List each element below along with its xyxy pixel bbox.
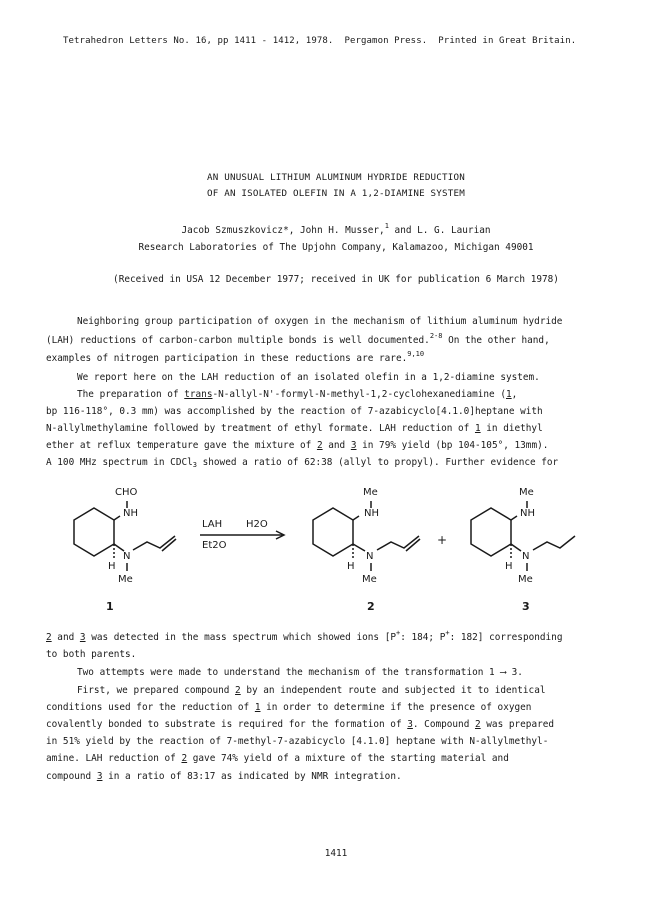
citation-ref: 9,10 <box>407 350 425 358</box>
text-span: On the other hand, <box>442 335 550 346</box>
compound-2-n-bond <box>353 544 365 551</box>
text-span: N-allylmethylamine followed by treatment of ethyl formate. LAH reduction of <box>46 423 475 434</box>
compound-1-n-bond <box>114 544 124 551</box>
text-span: conditions used for the reduction of <box>46 702 255 713</box>
text-span: in a ratio of 83:17 as indicated by NMR integration. <box>102 771 402 782</box>
journal-citation: Tetrahedron Letters No. 16, pp 1411 - 1412, 1978. <box>63 36 334 46</box>
compound-ref: 3 <box>407 719 413 730</box>
text-span: A 100 MHz spectrum in CDCl <box>46 457 193 468</box>
title-line-2: OF AN ISOLATED OLEFIN IN A 1,2-DIAMINE SYSTEM <box>207 188 465 199</box>
compound-ref: 2 <box>474 719 481 730</box>
compound-ref: 3 <box>79 632 86 643</box>
me-label: Me <box>519 487 534 498</box>
me-label: Me <box>518 574 533 585</box>
superscript: + <box>445 629 450 637</box>
italic-term: trans <box>184 389 213 400</box>
compound-label-2: 2 <box>367 600 375 613</box>
body-line <box>46 350 425 365</box>
text-span: -N-allyl-N'-formyl-N-methyl-1,2-cyclohexanediamine ( <box>212 389 506 400</box>
plus-sign: + <box>437 533 448 547</box>
compound-2-ring <box>313 508 353 556</box>
body-line <box>77 389 517 401</box>
h-label: H <box>505 561 513 572</box>
compound-2-allyl <box>377 536 419 550</box>
me-label: Me <box>118 574 133 585</box>
compound-ref: 1 <box>474 423 481 434</box>
compound-label-3: 3 <box>522 600 530 613</box>
compound-ref: 3 <box>350 440 357 451</box>
n-label: N <box>366 551 374 562</box>
compound-ref: 2 <box>235 685 241 696</box>
text-span: compound <box>46 771 97 782</box>
compound-1-allyl <box>133 536 175 550</box>
body-line <box>46 440 548 452</box>
text-span: , <box>511 389 518 400</box>
body-line: Two attempts were made to understand the mechanism of the transformation 1 ⟶ 3. <box>77 667 523 678</box>
nh-label: NH <box>364 508 379 519</box>
text-span: in 79% yield (bp 104-105°, 13mm). <box>356 440 549 451</box>
reagent-water: H2O <box>246 519 268 530</box>
nh-label: NH <box>520 508 535 519</box>
body-line <box>46 332 550 347</box>
page-number: 1411 <box>324 848 348 859</box>
text-span: . Compound <box>412 719 475 730</box>
solvent-ether: Et2O <box>202 540 227 551</box>
text-span: showed a ratio of 62:38 (allyl to propyl). Further evidence for <box>196 457 559 468</box>
printed-in: Printed in Great Britain. <box>438 36 577 46</box>
compound-ref: 2 <box>181 753 188 764</box>
text-span: : 182] corresponding <box>449 632 563 643</box>
text-span: The preparation of <box>77 389 185 400</box>
compound-ref: 2 <box>316 440 323 451</box>
author-names: Jacob Szmuszkovicz*, John H. Musser, <box>181 225 385 236</box>
text-span: ether at reflux temperature gave the mixture of <box>46 440 317 451</box>
compound-label-1: 1 <box>106 600 114 613</box>
compound-1-ring <box>74 508 114 556</box>
citation-ref: 2-8 <box>429 332 443 340</box>
text-span: in order to determine if the presence of oxygen <box>260 702 532 713</box>
publisher: Pergamon Press. <box>344 36 428 46</box>
body-line <box>46 423 543 435</box>
running-head <box>63 35 576 47</box>
compound-ref: 1 <box>254 702 261 713</box>
me-label: Me <box>362 574 377 585</box>
body-line <box>46 629 563 644</box>
body-line <box>46 457 558 469</box>
n-label: N <box>123 551 131 562</box>
me-label: Me <box>363 487 378 498</box>
compound-3-nh-bond <box>511 516 517 520</box>
compound-3-n-bond <box>511 544 521 551</box>
body-line <box>77 685 546 697</box>
reaction-scheme <box>0 478 672 618</box>
compound-2-nh-bond <box>353 516 359 520</box>
superscript: + <box>395 629 401 637</box>
body-line: Neighboring group participation of oxygen in the mechanism of lithium aluminum hydride <box>77 316 563 327</box>
text-span: gave 74% yield of a mixture of the starting material and <box>187 753 509 764</box>
text-span: was detected in the mass spectrum which showed ions [P <box>85 632 396 643</box>
n-label: N <box>522 551 530 562</box>
body-line: to both parents. <box>46 649 137 660</box>
nh-label: NH <box>123 508 138 519</box>
text-span: covalently bonded to substrate is required for the formation of <box>46 719 408 730</box>
body-line <box>46 771 402 783</box>
text-span: in diethyl <box>480 423 543 434</box>
received-dates: (Received in USA 12 December 1977; received in UK for publication 6 March 1978) <box>113 274 559 285</box>
author-list <box>0 222 672 237</box>
author-names-end: and L. G. Laurian <box>388 225 491 236</box>
h-label: H <box>347 561 355 572</box>
text-span: was prepared <box>480 719 555 730</box>
h-label: H <box>108 561 116 572</box>
text-span: amine. LAH reduction of <box>46 753 182 764</box>
compound-ref: 1 <box>505 389 512 400</box>
body-line <box>46 719 554 731</box>
text-span: and <box>322 440 351 451</box>
body-line: bp 116-118°, 0.3 mm) was accomplished by the reaction of 7-azabicyclo[4.1.0]heptane with <box>46 406 543 417</box>
compound-1-nh-bond <box>114 516 120 520</box>
body-line: We report here on the LAH reduction of an isolated olefin in a 1,2-diamine system. <box>77 372 540 383</box>
text-span: First, we prepared compound <box>77 685 236 696</box>
text-span: : 184; P <box>400 632 446 643</box>
body-line: in 51% yield by the reaction of 7-methyl-7-azabicyclo [4.1.0] heptane with N-allylmethyl- <box>46 736 549 747</box>
compound-3-propyl <box>533 536 575 550</box>
body-line <box>46 753 509 765</box>
reagent-lah: LAH <box>202 519 223 530</box>
affiliation: Research Laboratories of The Upjohn Company, Kalamazoo, Michigan 49001 <box>138 242 534 253</box>
structure-bonds <box>74 501 575 571</box>
compound-ref: 2 <box>46 632 52 643</box>
text-span: and <box>51 632 80 643</box>
cho-label: CHO <box>115 487 138 498</box>
compound-3-ring <box>471 508 511 556</box>
text-span: by an independent route and subjected it to identical <box>240 685 546 696</box>
footnote-ref: 1 <box>384 222 389 230</box>
body-line <box>46 702 531 714</box>
subscript: 3 <box>192 461 197 469</box>
text-span: examples of nitrogen participation in these reductions are rare. <box>46 353 408 364</box>
title-line-1: AN UNUSUAL LITHIUM ALUMINUM HYDRIDE REDUCTION <box>207 172 465 183</box>
compound-ref: 3 <box>96 771 103 782</box>
text-span: (LAH) reductions of carbon-carbon multiple bonds is well documented. <box>46 335 430 346</box>
